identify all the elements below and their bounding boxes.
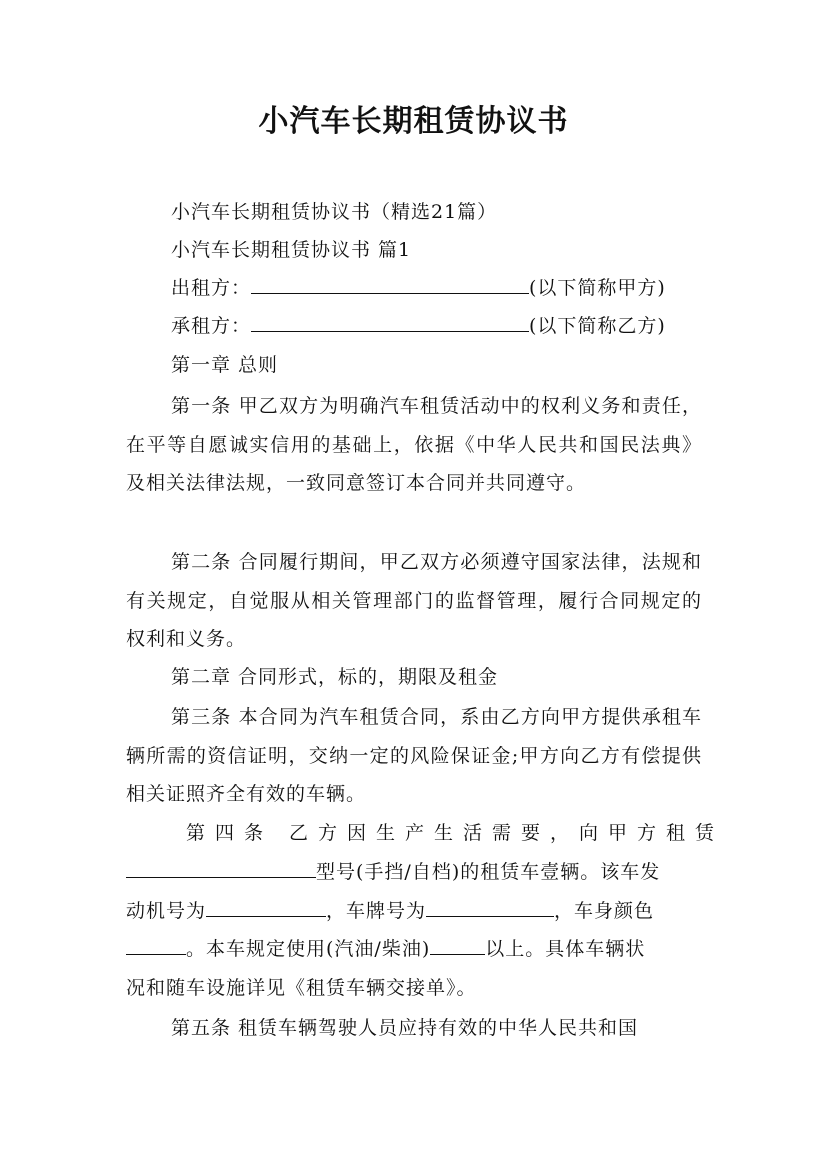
article-4-part-e: 。本车规定使用(汽油/柴油)	[186, 938, 431, 960]
article-4-part-c: ，车牌号为	[326, 900, 427, 922]
color-blank	[126, 934, 186, 955]
lessee-line	[171, 307, 666, 345]
lessee-suffix: (以下简称乙方)	[529, 315, 666, 337]
lessor-label: 出租方：	[171, 277, 252, 299]
chapter-2-heading: 第二章 合同形式，标的，期限及租金	[171, 666, 499, 688]
article-4-line-5: 况和随车设施详见《租赁车辆交接单》。	[126, 977, 477, 999]
article-4-part-d: ，车身颜色	[554, 900, 655, 922]
article-4-part-f: 以上。具体车辆状	[485, 938, 646, 960]
article-5: 第五条 租赁车辆驾驶人员应持有效的中华人民共和国	[171, 1017, 639, 1039]
article-4-line-3	[126, 892, 654, 930]
lessee-blank	[251, 311, 529, 332]
article-4-line-1: 第四条 乙方因生产生活需要，向甲方租赁	[186, 822, 725, 844]
article-2: 第二条 合同履行期间，甲乙双方必须遵守国家法律，法规和有关规定，自觉服从相关管理部门的监督管理，履行合同规定的权利和义务。	[126, 551, 702, 650]
article-4-line-2	[126, 853, 660, 891]
part-heading: 小汽车长期租赁协议书 篇1	[171, 239, 412, 261]
document-title: 小汽车长期租赁协议书	[258, 104, 569, 139]
article-3: 第三条 本合同为汽车租赁合同，系由乙方向甲方提供承租车辆所需的资信证明，交纳一定的风险保证金;甲方向乙方有偿提供相关证照齐全有效的车辆。	[126, 706, 702, 805]
model-blank	[126, 857, 316, 878]
article-4-line-4	[126, 930, 645, 968]
lessor-line	[171, 269, 666, 307]
lessor-suffix: (以下简称甲方)	[529, 277, 666, 299]
lessor-blank	[251, 273, 529, 294]
fuel-grade-blank	[430, 934, 485, 955]
article-4-part-a: 型号(手挡/自档)的租赁车壹辆。该车发	[316, 861, 661, 883]
plate-number-blank	[426, 896, 554, 917]
article-1: 第一条 甲乙双方为明确汽车租赁活动中的权利义务和责任，在平等自愿诚实信用的基础上，依据《中华人民共和国民法典》及相关法律法规，一致同意签订本合同并共同遵守。	[126, 395, 702, 494]
chapter-1-heading: 第一章 总则	[171, 354, 279, 376]
engine-number-blank	[206, 896, 326, 917]
lessee-label: 承租方：	[171, 315, 252, 337]
article-4-part-b: 动机号为	[126, 900, 207, 922]
document-subtitle: 小汽车长期租赁协议书（精选21篇）	[171, 201, 498, 223]
